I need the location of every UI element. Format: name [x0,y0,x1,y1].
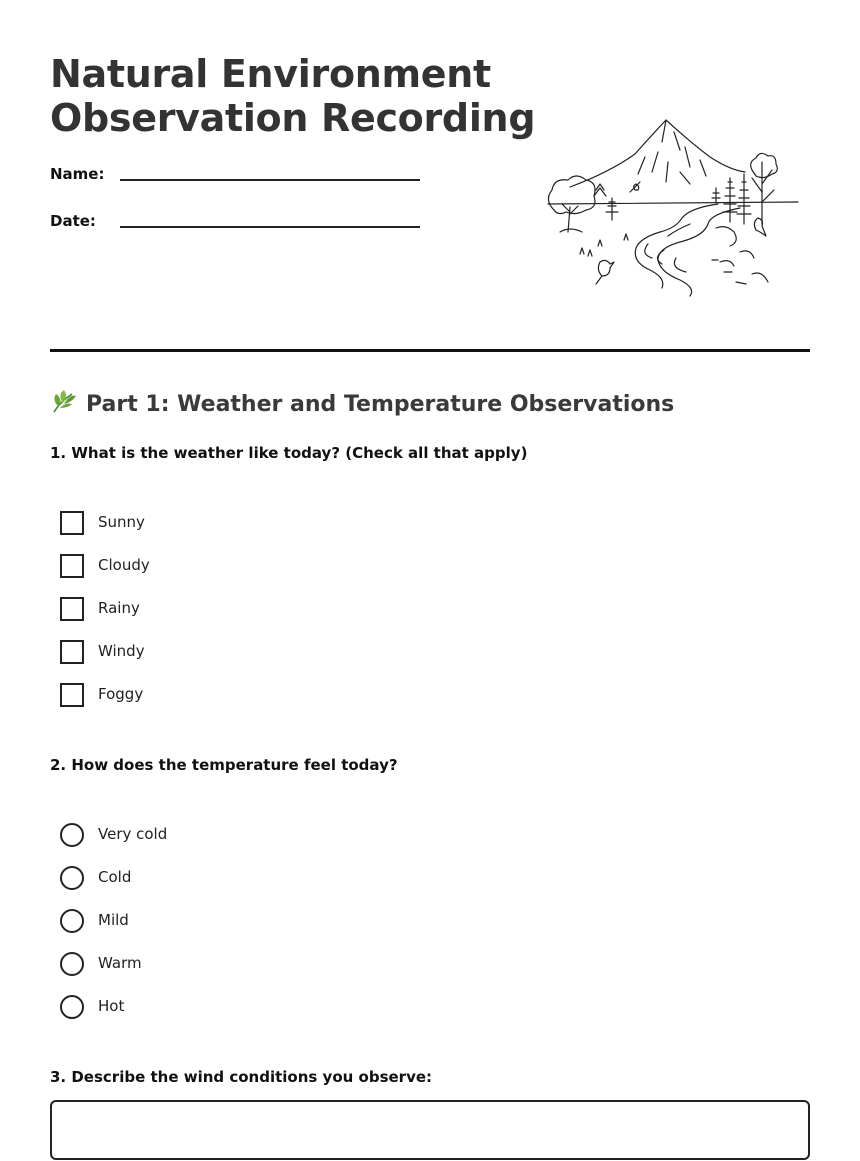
date-input-line[interactable] [120,226,420,228]
title-line-2: Observation Recording [50,96,536,140]
checkbox[interactable] [60,683,84,707]
question-1: 1. What is the weather like today? (Check all that apply) [50,444,528,462]
weather-option-cloudy[interactable] [60,554,150,597]
mountain-river-landscape-icon [540,112,810,302]
weather-option-sunny[interactable] [60,511,150,554]
temperature-option-very-cold[interactable] [60,823,167,866]
radio-button[interactable] [60,909,84,933]
option-label: Sunny [98,513,145,531]
temperature-option-hot[interactable] [60,995,167,1038]
radio-button[interactable] [60,823,84,847]
leaf-icon [50,388,78,416]
checkbox[interactable] [60,511,84,535]
option-label: Rainy [98,599,140,617]
option-label: Foggy [98,685,144,703]
temperature-option-cold[interactable] [60,866,167,909]
weather-option-rainy[interactable] [60,597,150,640]
option-label: Cloudy [98,556,150,574]
radio-button[interactable] [60,866,84,890]
title-line-1: Natural Environment [50,52,491,96]
option-label: Windy [98,642,145,660]
weather-option-foggy[interactable] [60,683,150,726]
question-2: 2. How does the temperature feel today? [50,756,398,774]
checkbox[interactable] [60,597,84,621]
checkbox[interactable] [60,640,84,664]
weather-option-windy[interactable] [60,640,150,683]
option-label: Cold [98,868,132,886]
option-label: Warm [98,954,142,972]
checkbox[interactable] [60,554,84,578]
option-label: Very cold [98,825,168,843]
worksheet-title [50,52,535,140]
temperature-option-mild[interactable] [60,909,167,952]
radio-button[interactable] [60,952,84,976]
radio-button[interactable] [60,995,84,1019]
date-label: Date: [50,212,96,230]
option-label: Hot [98,997,125,1015]
section-divider [50,349,810,352]
name-label: Name: [50,165,105,183]
question-3: 3. Describe the wind conditions you observe: [50,1068,433,1086]
option-label: Mild [98,911,129,929]
part-1-heading [50,388,674,417]
part-1-title: Part 1: Weather and Temperature Observations [86,392,675,417]
name-input-line[interactable] [120,179,420,181]
temperature-option-warm[interactable] [60,952,167,995]
temperature-radio-group [60,823,167,1038]
wind-description-textarea[interactable] [50,1100,810,1160]
weather-checkbox-group [60,511,150,726]
